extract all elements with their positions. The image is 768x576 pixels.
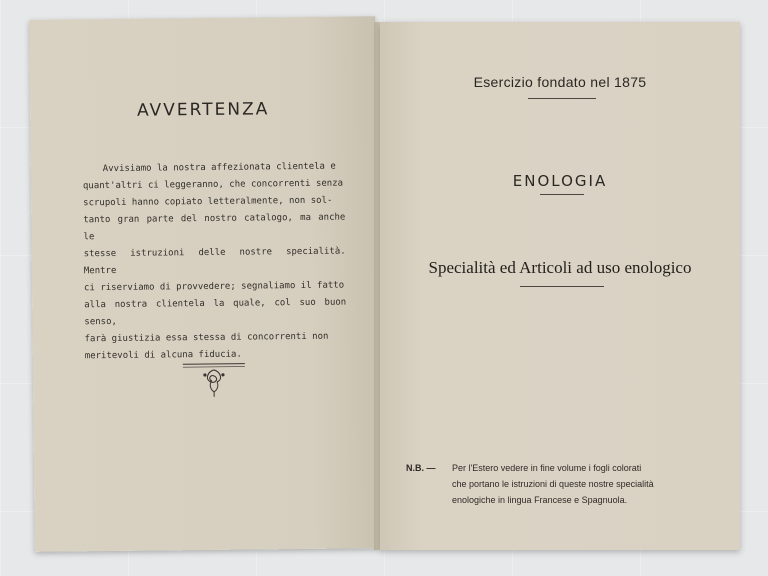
paragraph-line: meritevoli di alcuna fiducia. [84,349,242,362]
nb-line: che portano le istruzioni di queste nostre specialità [452,479,654,489]
warning-paragraph [83,159,347,366]
catalog-subtitle: Specialità ed Articoli ad uso enologico [428,258,692,277]
nb-line: Per l'Estero vedere in fine volume i fogli colorati [452,463,642,473]
paragraph-line: stesse istruzioni delle nostre specialità. Mentre [83,246,346,277]
paragraph-line: quant'altri ci leggeranno, che concorrenti senza [82,178,344,192]
right-page [380,22,740,550]
left-page [29,16,381,552]
page-title-avvertenza: AVVERTENZA [136,99,270,121]
nb-text [452,460,724,508]
paragraph-line: farà giustizia essa stessa di concorrenti non [84,331,329,345]
paragraph-line: ci riserviamo di provvedere; segnaliamo il fatto [83,280,345,294]
flourish-ornament-icon [181,358,247,401]
section-title-enologia: ENOLOGIA [512,172,608,190]
paragraph-line: alla nostra clientela la quale, col suo buon senso, [84,297,347,328]
paragraph-line: Avvisiamo la nostra affezionata clientela e [102,161,336,175]
paragraph-line: tanto gran parte del nostro catalogo, ma anche le [83,212,346,243]
divider [528,98,596,99]
open-booklet [28,14,742,554]
nb-line: enologiche in lingua Francese e Spagnuola. [452,495,628,505]
divider [520,286,604,287]
established-line: Esercizio fondato nel 1875 [473,74,647,90]
nb-label: N.B. — [406,463,436,473]
paragraph-line: scrupoli hanno copiato letteralmente, non sol- [83,195,333,209]
divider [540,194,584,195]
